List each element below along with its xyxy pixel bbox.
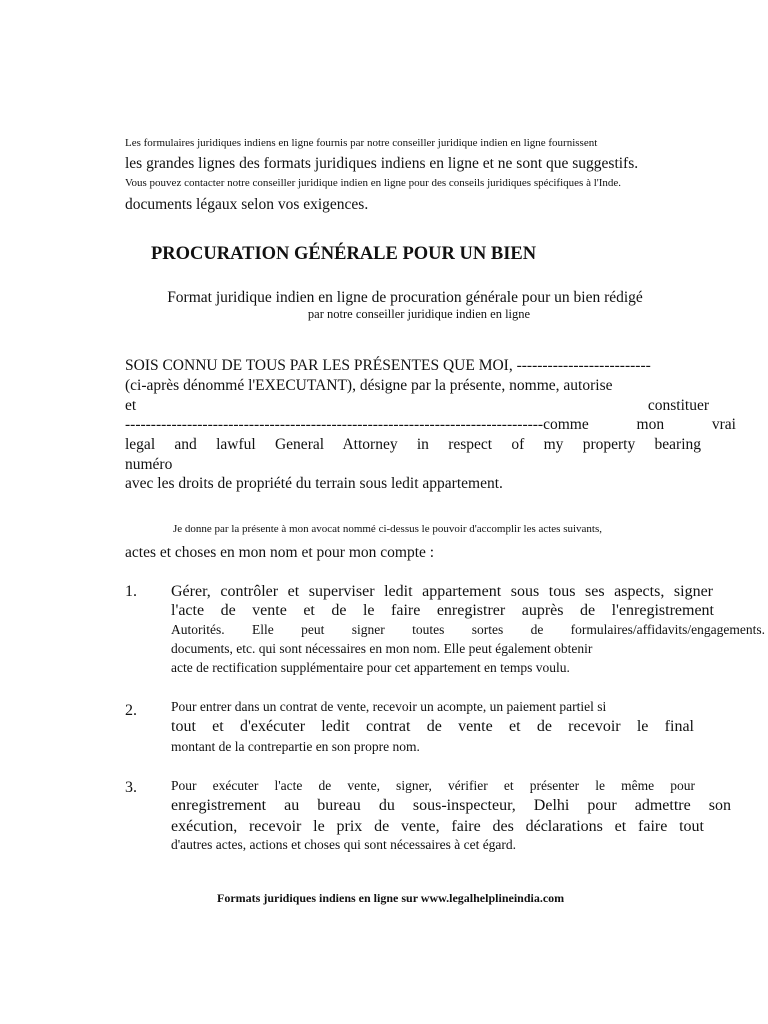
declaration-line-1: SOIS CONNU DE TOUS PAR LES PRÉSENTES QUE MOI, -------------------------- <box>125 357 651 374</box>
item-1-line-3: Autorités. Elle peut signer toutes sortes de formulaires/affidavits/engagements. <box>171 622 765 637</box>
item-1-line-4: documents, etc. qui sont nécessaires en mon nom. Elle peut également obtenir <box>171 641 593 656</box>
item-2-line-3: montant de la contrepartie en son propre nom. <box>171 739 420 754</box>
item-1-line-1: Gérer, contrôler et superviser ledit appartement sous tous ses aspects, signer <box>171 583 713 600</box>
item-2-number: 2. <box>125 702 137 719</box>
intro-line-3: Vous pouvez contacter notre conseiller juridique indien en ligne pour des conseils juridiques spécifiques à l'Inde. <box>125 177 622 189</box>
declaration-line-2: (ci-après dénommé l'EXECUTANT), désigne par la présente, nomme, autorise <box>125 377 613 394</box>
declaration-line-6: numéro <box>125 456 173 473</box>
intro-line-4: documents légaux selon vos exigences. <box>125 196 369 213</box>
item-3-line-3: exécution, recevoir le prix de vente, faire des déclarations et faire tout <box>171 818 704 835</box>
item-1-line-2: l'acte de vente et de le faire enregistrer auprès de l'enregistrement <box>171 602 714 619</box>
item-1-line-5: acte de rectification supplémentaire pour cet appartement en temps voulu. <box>171 660 570 675</box>
item-3-line-1: Pour exécuter l'acte de vente, signer, vérifier et présenter le même pour <box>171 778 695 793</box>
powers-intro-line-2: actes et choses en mon nom et pour mon compte : <box>125 544 435 561</box>
subtitle-line-2: par notre conseiller juridique indien en ligne <box>307 307 531 321</box>
footer-link-text: Formats juridiques indiens en ligne sur www.legalhelplineindia.com <box>217 891 565 905</box>
declaration-line-5: legal and lawful General Attorney in respect of my property bearing <box>125 436 701 453</box>
declaration-line-3: et constituer <box>125 397 709 414</box>
item-3-line-4: d'autres actes, actions et choses qui sont nécessaires à cet égard. <box>171 837 517 852</box>
item-2-line-1: Pour entrer dans un contrat de vente, recevoir un acompte, un paiement partiel si <box>171 699 607 714</box>
declaration-line-7: avec les droits de propriété du terrain sous ledit appartement. <box>125 475 503 492</box>
item-3-line-2: enregistrement au bureau du sous-inspecteur, Delhi pour admettre son <box>171 797 731 814</box>
item-2-line-2: tout et d'exécuter ledit contrat de vente et de recevoir le final <box>171 718 694 735</box>
document-title: PROCURATION GÉNÉRALE POUR UN BIEN <box>151 244 537 264</box>
declaration-line-4: ---------------------------------------------------------------------------------comme mon vrai <box>125 416 736 433</box>
item-1-number: 1. <box>125 583 137 600</box>
intro-line-1: Les formulaires juridiques indiens en ligne fournis par notre conseiller juridique indien en ligne fournissent <box>125 137 598 149</box>
powers-intro-line-1: Je donne par la présente à mon avocat nommé ci-dessus le pouvoir d'accomplir les actes suivants, <box>173 523 603 535</box>
subtitle-line-1: Format juridique indien en ligne de procuration générale pour un bien rédigé <box>167 289 643 306</box>
intro-line-2: les grandes lignes des formats juridiques indiens en ligne et ne sont que suggestifs. <box>125 155 639 172</box>
item-3-number: 3. <box>125 779 137 796</box>
